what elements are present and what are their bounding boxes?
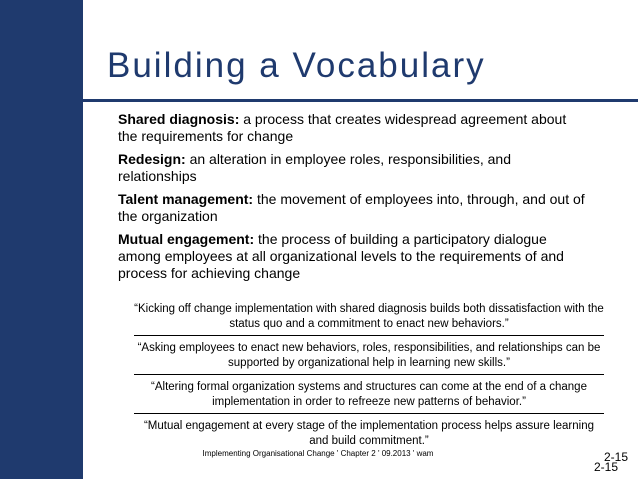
sidebar-band (0, 0, 83, 479)
definition-text: the process of building a participatory dialogue among employees at all organizational levels to the requirements of and process for achieving change (118, 231, 564, 281)
definition-term: Shared diagnosis: (118, 111, 240, 127)
quotes-list (134, 302, 604, 454)
definition-item (118, 151, 588, 185)
definitions-list (118, 111, 588, 288)
footer-text: Implementing Organisational Change ' Chapter 2 ' 09.2013 ' wam (202, 449, 434, 458)
definition-term: Redesign: (118, 151, 186, 167)
definition-term: Mutual engagement: (118, 231, 255, 247)
page-number-shadow: 2-15 (594, 460, 619, 474)
definition-text: an alteration in employee roles, responsibilities, and relationships (118, 151, 511, 184)
definition-item (118, 111, 588, 145)
title-divider (83, 99, 638, 102)
page-title: Building a Vocabulary (107, 46, 486, 85)
quote-item: “Altering formal organization systems and structures can come at the end of a change implementation in order to refreeze new patterns of behavior.” (134, 380, 604, 414)
definition-term: Talent management: (118, 191, 254, 207)
definition-text: a process that creates widespread agreement about the requirements for change (118, 111, 567, 144)
definition-text: the movement of employees into, through, and out of the organization (118, 191, 585, 224)
quote-item: “Mutual engagement at every stage of the implementation process helps assure learning and build commitment.” (143, 420, 595, 447)
page-number: 2-15 (604, 450, 629, 464)
quote-item: “Kicking off change implementation with shared diagnosis builds both dissatisfaction with the status quo and a commitment to enact new behaviors.” (134, 302, 604, 336)
definition-item (118, 231, 588, 282)
definition-item (118, 191, 588, 225)
quote-item: “Asking employees to enact new behaviors, roles, responsibilities, and relationships can be supported by organizational help in learning new skills.” (134, 341, 604, 375)
